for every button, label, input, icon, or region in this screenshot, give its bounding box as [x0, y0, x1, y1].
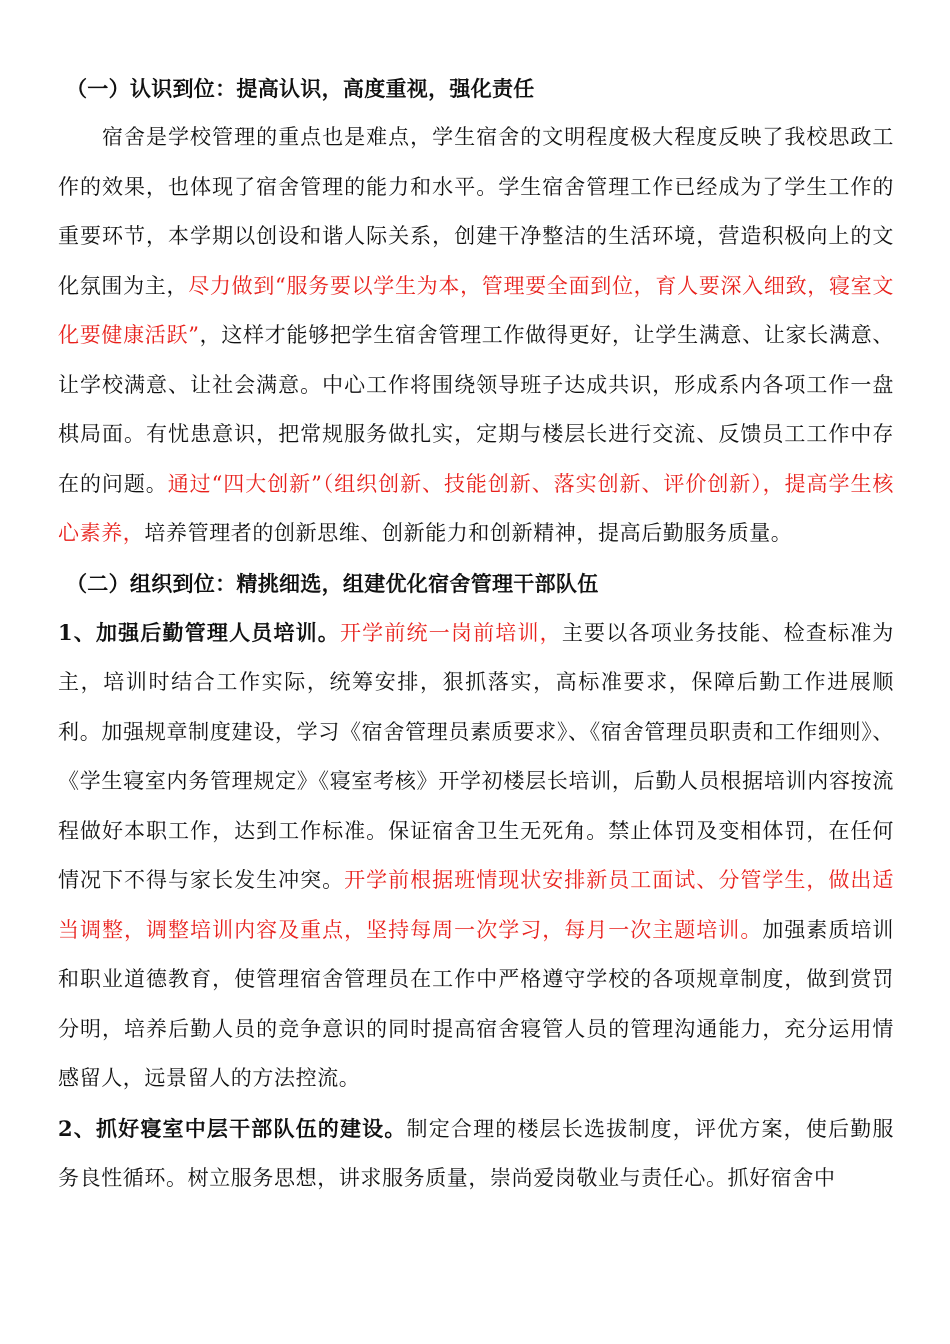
item-1-text-2: 加强素质培训和职业道德教育，使管理宿舍管理员在工作中严格遵守学校的各项规章制度，做到赏罚分明，培养后勤人员的竞争意识的同时提高宿舍寝管人员的管理沟通能力，充分运用情感留人，远景留人的方法控流。 [58, 917, 894, 1090]
document-page [58, 64, 894, 1204]
section-1-text-1: 宿舍是学校管理的重点也是难点，学生宿舍的文明程度极大程度反映了我校思政工作的效果，也体现了宿舍管理的能力和水平。学生宿舍管理工作已经成为了学生工作的重要环节，本学期以创设和谐人际关系，创建干净整洁的生活环境，营造积极向上的文化氛围为主， [58, 125, 894, 298]
section-1-paragraph [58, 113, 894, 559]
section-2-heading: （二）组织到位：精挑细选，组建优化宿舍管理干部队伍 [66, 570, 599, 596]
item-1-paragraph [58, 608, 894, 1104]
item-1-highlight-2: 开学前根据班情现状安排新员工面试、分管学生，做出适当调整，调整培训内容及重点，坚持每周一次学习，每月一次主题培训。 [58, 868, 894, 942]
item-2-title: 2、抓好寝室中层干部队伍的建设。 [58, 1115, 407, 1141]
section-1-text-3: 培养管理者的创新思维、创新能力和创新精神，提高后勤服务质量。 [144, 521, 793, 545]
item-1-text-1: 主要以各项业务技能、检查标准为主，培训时结合工作实际，统筹安排，狠抓落实，高标准要求，保障后勤工作进展顺利。加强规章制度建设，学习《宿舍管理员素质要求》、《宿舍管理员职责和工作细则》、《学生寝室内务管理规定》《寝室考核》开学初楼层长培训，后勤人员根据培训内容按流程做好本职工作，达到工作标准。保证宿舍卫生无死角。禁止体罚及变相体罚，在任何情况下不得与家长发生冲突。 [58, 620, 895, 892]
item-1-title: 1、加强后勤管理人员培训。 [58, 619, 340, 645]
section-1-heading: （一）认识到位：提高认识，高度重视，强化责任 [66, 76, 535, 101]
item-2-paragraph [58, 1104, 894, 1204]
section-1-text-2: ，这样才能够把学生宿舍管理工作做得更好，让学生满意、让家长满意、让学校满意、让社会满意。中心工作将围绕领导班子达成共识，形成系内各项工作一盘棋局面。有忧患意识，把常规服务做扎实，定期与楼层长进行交流、反馈员工工作中存在的问题。 [58, 323, 894, 496]
section-1-highlight-2: 通过“四大创新”（组织创新、技能创新、落实创新、评价创新），提高学生核心素养， [58, 471, 894, 545]
item-2-text-1: 制定合理的楼层长选拔制度，评优方案，使后勤服务良性循环。树立服务思想，讲求服务质量，崇尚爱岗敬业与责任心。抓好宿舍中 [58, 1116, 894, 1190]
section-1-highlight-1: 尽力做到“服务要以学生为本，管理要全面到位，育人要深入细致，寝室文化要健康活跃” [58, 273, 894, 347]
item-1-highlight-1: 开学前统一岗前培训， [340, 620, 562, 645]
